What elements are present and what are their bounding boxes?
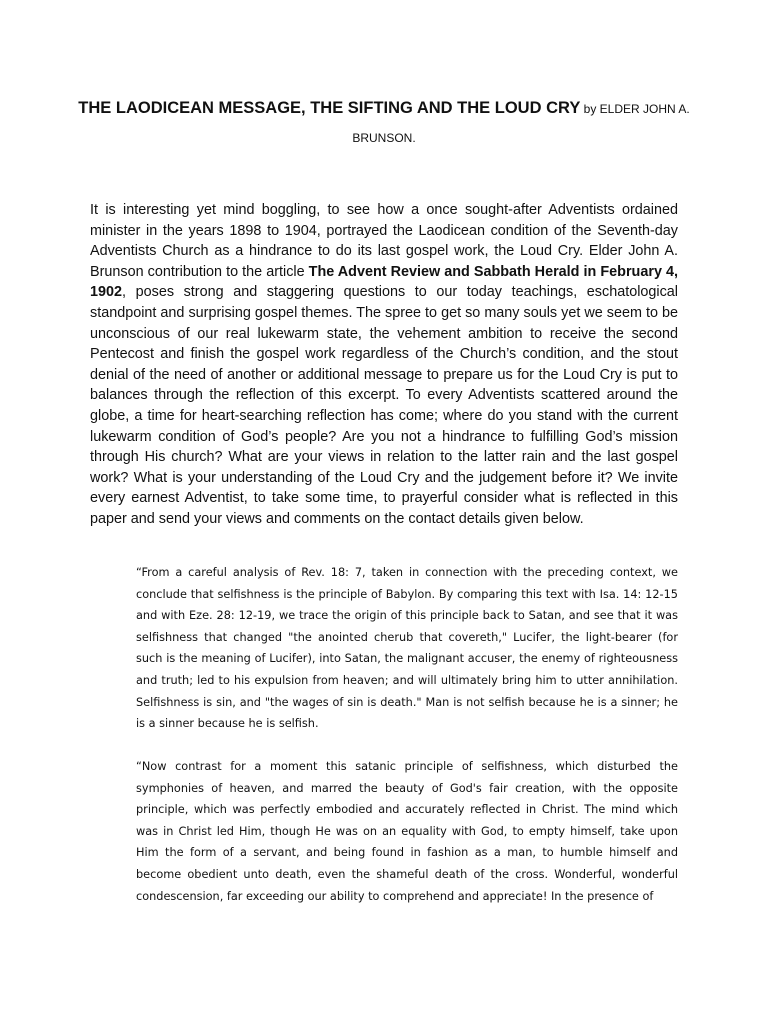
intro-paragraph [90,200,678,530]
intro-text-1: It is interesting yet mind boggling, to see how a once sought-after Adventists ordained minister in the years 1898 to 1904, portrayed the Laodicean condition of the Seventh-day Adventists Church as a hindrance to do its last gospel work, the Loud Cry. Elder John A. Brunson contribution to the article [90,202,678,280]
intro-bold-reference: The Advent Review and Sabbath Herald in February 4, 1902 [90,263,678,301]
quote-paragraph-1: “From a careful analysis of Rev. 18: 7, taken in connection with the preceding context, we conclude that selfishness is the principle of Babylon. By comparing this text with Isa. 14: 12-15 and with Eze. 28: 12-19, we trace the origin of this principle back to Satan, and see that it was selfishness that changed "the anointed cherub that covereth," Lucifer, the light-bearer (for such is the meaning of Lucifer), into Satan, the malignant accuser, the enemy of righteousness and truth; led to his expulsion from heaven; and will ultimately bring him to utter annihilation. Selfishness is sin, and "the wages of sin is death." Man is not selfish because he is a sinner; he is a sinner because he is selfish. [136,566,678,731]
quote-paragraph-2: “Now contrast for a moment this satanic principle of selfishness, which disturbed the symphonies of heaven, and marred the beauty of God's fair creation, with the opposite principle, which was perfectly embodied and accurately reflected in Christ. The mind which was in Christ led Him, though He was on an equality with God, to empty himself, take upon Him the form of a servant, and being found in fashion as a man, to humble himself and become obedient unto death, even the shameful death of the cross. Wonderful, wonderful condescension, far exceeding our ability to comprehend and appreciate! In the presence of [136,760,678,903]
intro-text-2: , poses strong and staggering questions to our today teachings, eschatological standpoint and surprising gospel themes. The spree to get so many souls yet we seem to be unconscious of our real lukewarm state, the vehement ambition to receive the second Pentecost and finish the gospel work regardless of the Church’s condition, and the stout denial of the need of another or additional message to prepare us for the Loud Cry is put to balances through the reflection of this excerpt. To every Adventists scattered around the globe, a time for heart-searching reflection has come; where do you stand with the current lukewarm condition of God’s people? Are you not a hindrance to fulfilling God’s mission through His church? What are your views in relation to the latter rain and the last gospel work? What is your understanding of the Loud Cry and the judgement before it? We invite every earnest Adventist, to take some time, to prayerful consider what is reflected in this paper and send your views and comments on the contact details given below. [90,284,678,527]
document-title [60,94,708,152]
title-main: THE LAODICEAN MESSAGE, THE SIFTING AND THE LOUD CRY [78,99,581,117]
author-byline: by ELDER JOHN A. BRUNSON. [352,102,690,145]
